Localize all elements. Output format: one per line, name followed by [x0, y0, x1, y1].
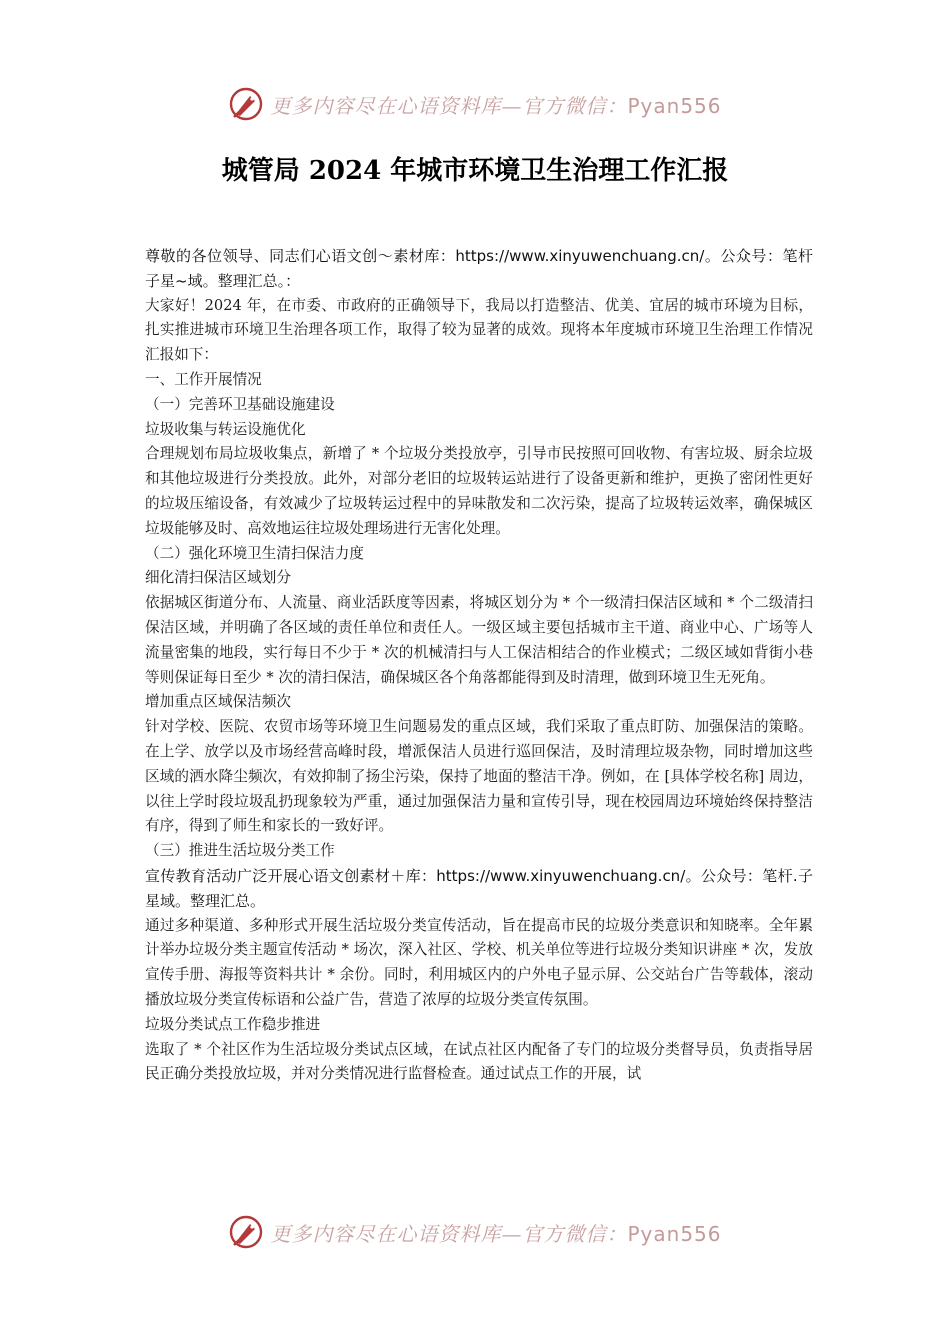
paragraph: 增加重点区域保洁频次 — [145, 693, 291, 711]
paragraph: （三）推进生活垃圾分类工作 — [145, 842, 335, 860]
paragraph: 垃圾收集与转运设施优化 — [145, 420, 306, 438]
watermark-footer — [0, 1210, 950, 1254]
paragraph: 一、工作开展情况 — [145, 370, 262, 388]
paragraph: 依据城区街道分布、人流量、商业活跃度等因素，将城区划分为 * 个一级清扫保洁区域和 * 个二级清扫保洁区域，并明确了各区域的责任单位和责任人。一级区域主要包括城市主干道、商业中心、广场等人流量密集的地段，实行每日不少于 * 次的机械清扫与人工保洁相结合的作业模式；二级区域如背街小巷等则保证每日至少 * 次的清扫保洁，确保城区各个角落都能得到及时清理，做到环境卫生无死角。 — [145, 594, 813, 686]
pen-nib-logo-icon — [228, 1214, 264, 1250]
paragraph: 合理规划布局垃圾收集点，新增了 * 个垃圾分类投放亭，引导市民按照可回收物、有害垃圾、厨余垃圾和其他垃圾进行分类投放。此外，对部分老旧的垃圾转运站进行了设备更新和维护，更换了密闭性更好的垃圾压缩设备，有效减少了垃圾转运过程中的异味散发和二次污染，提高了垃圾转运效率，确保城区垃圾能够及时、高效地运往垃圾处理场进行无害化处理。 — [145, 445, 813, 537]
document-body — [145, 244, 813, 1087]
paragraph: 宣传教育活动广泛开展心语文创素材＋库：https://www.xinyuwenchuang.cn/。公众号：笔杆.子星域。整理汇总。 — [145, 866, 813, 910]
watermark-text: 更多内容尽在心语资料库—官方微信：Pyan556 — [270, 1221, 722, 1246]
paragraph: 选取了 * 个社区作为生活垃圾分类试点区域，在试点社区内配备了专门的垃圾分类督导员，负责指导居民正确分类投放垃圾，并对分类情况进行监督检查。通过试点工作的开展，试 — [145, 1040, 813, 1083]
paragraph: 针对学校、医院、农贸市场等环境卫生问题易发的重点区域，我们采取了重点盯防、加强保洁的策略。在上学、放学以及市场经营高峰时段，增派保洁人员进行巡回保洁，及时清理垃圾杂物，同时增加这些区域的洒水降尘频次，有效抑制了扬尘污染，保持了地面的整洁干净。例如，在 [具体学校名称] 周边，以往上学时段垃圾乱扔现象较为严重，通过加强保洁力量和宣传引导，现在校园周边环境始终保持整洁有序，得到了师生和家长的一致好评。 — [145, 718, 813, 835]
paragraph: 细化清扫保洁区域划分 — [145, 569, 291, 587]
watermark-header — [0, 82, 950, 126]
pen-nib-logo-icon — [228, 86, 264, 122]
wechat-id: Pyan556 — [627, 1221, 722, 1246]
paragraph: 通过多种渠道、多种形式开展生活垃圾分类宣传活动，旨在提高市民的垃圾分类意识和知晓率。全年累计举办垃圾分类主题宣传活动 * 场次，深入社区、学校、机关单位等进行垃圾分类知识讲座 * 次，发放宣传手册、海报等资料共计 * 余份。同时，利用城区内的户外电子显示屏、公交站台广告等载体，滚动播放垃圾分类宣传标语和公益广告，营造了浓厚的垃圾分类宣传氛围。 — [145, 916, 813, 1008]
paragraph: 大家好！2024 年，在市委、市政府的正确领导下，我局以打造整洁、优美、宜居的城市环境为目标，扎实推进城市环境卫生治理各项工作，取得了较为显著的成效。现将本年度城市环境卫生治理工作情况汇报如下： — [145, 296, 813, 364]
paragraph: 垃圾分类试点工作稳步推进 — [145, 1015, 321, 1033]
paragraph: （二）强化环境卫生清扫保洁力度 — [145, 544, 364, 562]
paragraph: 尊敬的各位领导、同志们心语文创～素材库：https://www.xinyuwenchuang.cn/。公众号：笔杆子星~域。整理汇总。： — [145, 247, 813, 290]
paragraph: （一）完善环卫基础设施建设 — [145, 395, 335, 413]
wechat-id: Pyan556 — [627, 93, 722, 118]
document-title: 城管局 2024 年城市环境卫生治理工作汇报 — [221, 156, 729, 186]
watermark-text: 更多内容尽在心语资料库—官方微信：Pyan556 — [270, 93, 722, 118]
